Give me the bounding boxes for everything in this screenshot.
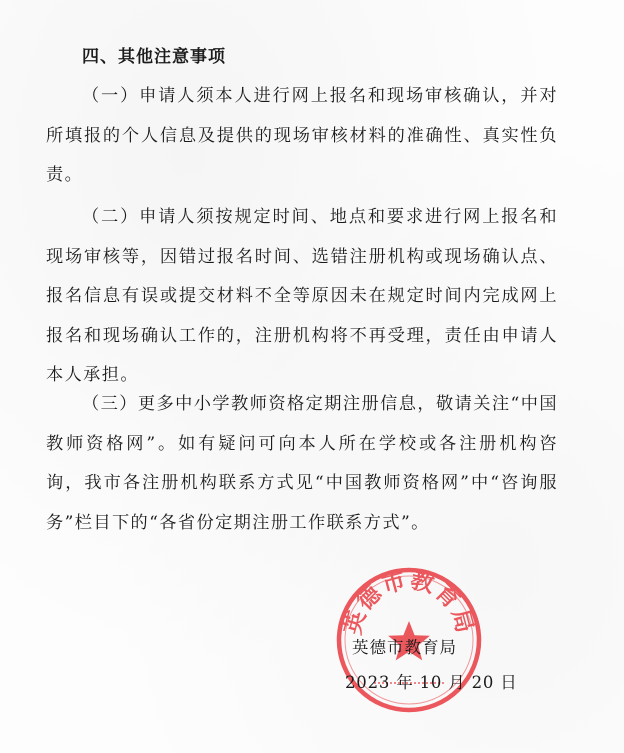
section-heading: 四、其他注意事项 <box>82 47 226 67</box>
paragraph-2: （二）申请人须按规定时间、地点和要求进行网上报名和现场审核等，因错过报名时间、选错注册机构或现场确认点、报名信息有误或提交材料不全等原因未在规定时间内完成网上报名和现场确认工作的，注册机构将不再受理，责任由申请人本人承担。 <box>46 207 558 385</box>
signature-date: 2023 年 10 月 20 日 <box>345 673 518 692</box>
svg-text:英德市教育局: 英德市教育局 <box>340 567 478 638</box>
signature-issuer: 英德市教育局 <box>352 638 457 657</box>
paragraph-1: （一）申请人须本人进行网上报名和现场审核确认，并对所填报的个人信息及提供的现场审核材料的准确性、真实性负责。 <box>46 86 558 185</box>
paragraph-3: （三）更多中小学教师资格定期注册信息，敬请关注“中国教师资格网”。如有疑问可向本人所在学校或各注册机构咨询，我市各注册机构联系方式见“中国教师资格网”中“咨询服务”栏目下的“各省份定期注册工作联系方式”。 <box>46 394 558 533</box>
